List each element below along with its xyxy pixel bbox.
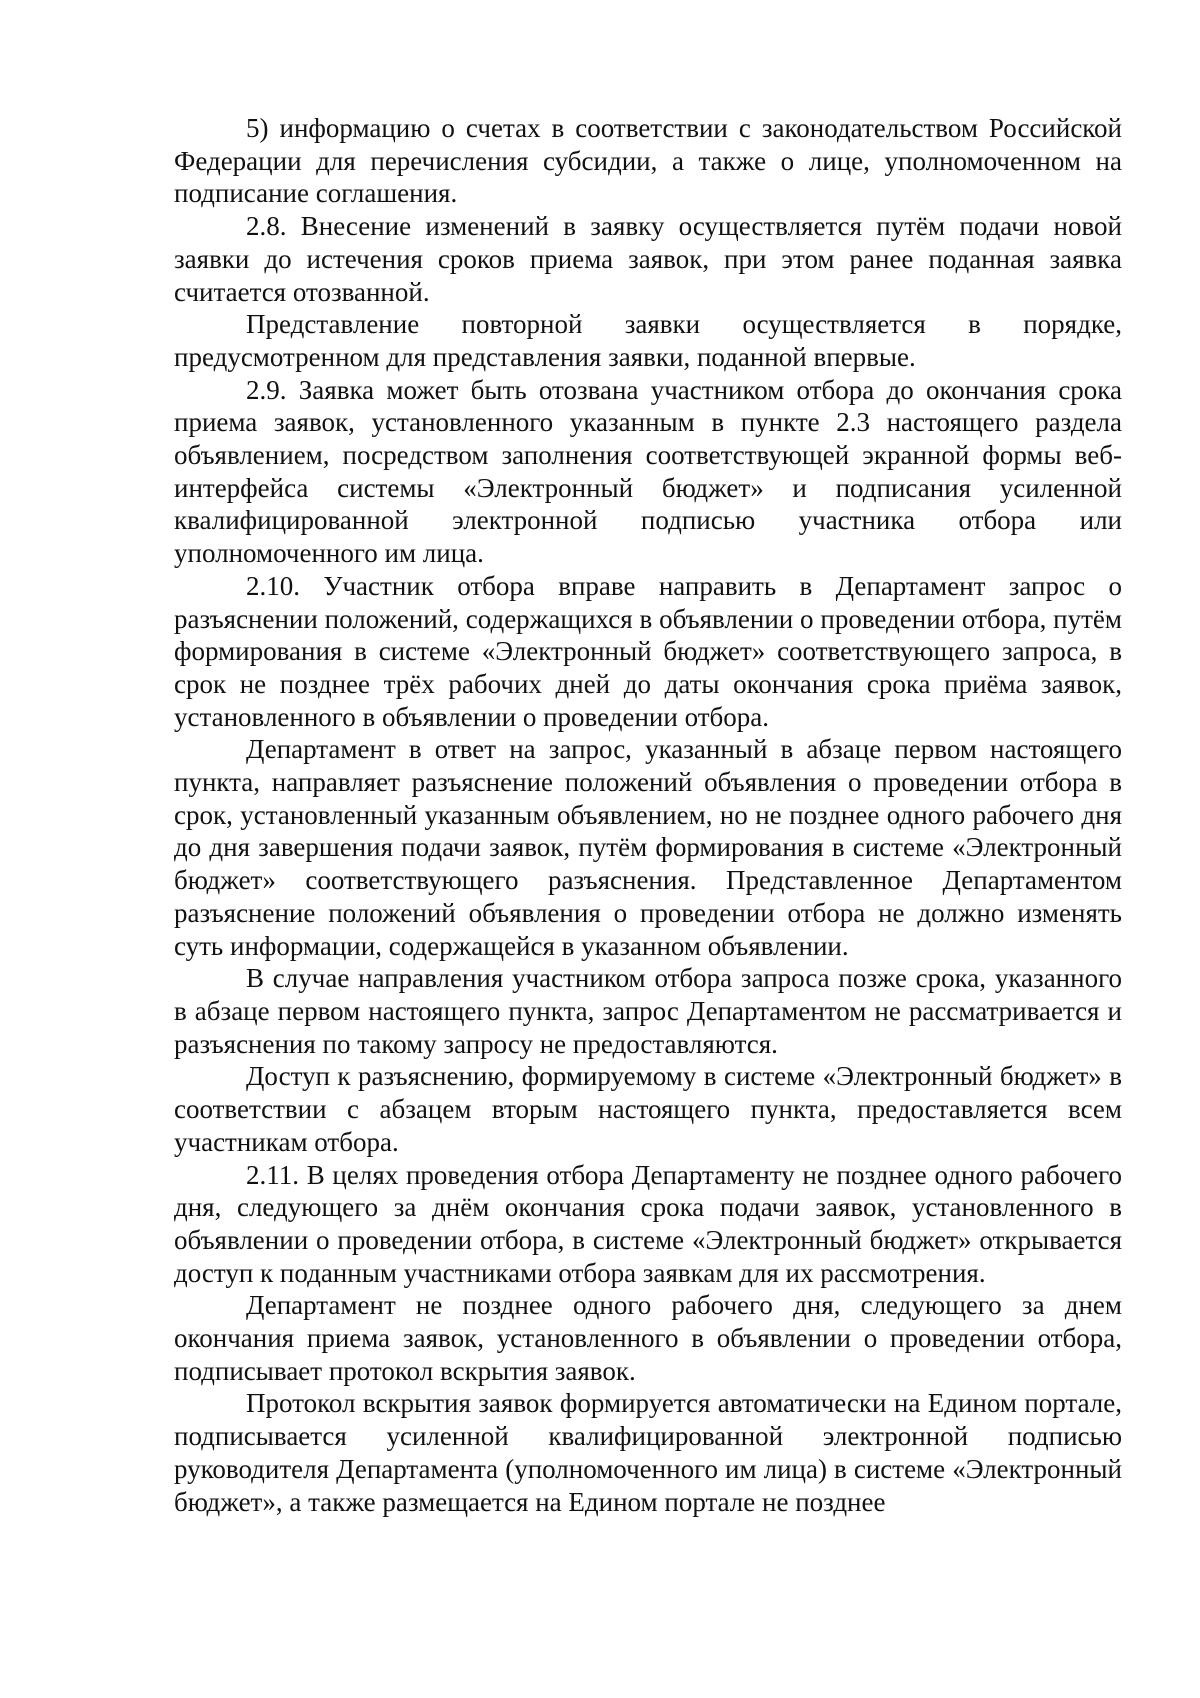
paragraph-2-10: 2.10. Участник отбора вправе направить в Департамент запрос о разъяснении положений, содержащихся в объявлении о проведении отбора, путём формирования в системе «Электронный бюджет» соответствующего запроса, в срок не позднее трёх рабочих дней до даты окончания срока приёма заявок, установленного в объявлении о проведении отбора. (174, 570, 1122, 732)
paragraph-late-request: В случае направления участником отбора запроса позже срока, указанного в абзаце первом настоящего пункта, запрос Департаментом не рассматривается и разъяснения по такому запросу не предоставляются. (174, 963, 1122, 1059)
paragraph-opening-protocol-signing: Департамент не позднее одного рабочего дня, следующего за днем окончания приема заявок, установленного в объявлении о проведении отбора, подписывает протокол вскрытия заявок. (174, 1290, 1122, 1386)
paragraph-2-9: 2.9. Заявка может быть отозвана участником отбора до окончания срока приема заявок, установленного указанным в пункте 2.3 настоящего раздела объявлением, посредством заполнения соответствующей экранной формы веб-интерфейса системы «Электронный бюджет» и подписания усиленной квалифицированной электронной подписью участника отбора или уполномоченного им лица. (174, 374, 1122, 569)
paragraph-department-response: Департамент в ответ на запрос, указанный в абзаце первом настоящего пункта, направляет разъяснение положений объявления о проведении отбора в срок, установленный указанным объявлением, но не позднее одного рабочего дня до дня завершения подачи заявок, путём формирования в системе «Электронный бюджет» соответствующего разъяснения. Представленное Департаментом разъяснение положений объявления о проведении отбора не должно изменять суть информации, содержащейся в указанном объявлении. (174, 734, 1122, 961)
paragraph-repeat-application: Представление повторной заявки осуществляется в порядке, предусмотренном для представления заявки, поданной впервые. (174, 309, 1122, 372)
paragraph-2-11: 2.11. В целях проведения отбора Департаменту не позднее одного рабочего дня, следующего за днём окончания срока подачи заявок, установленного в объявлении о проведении отбора, в системе «Электронный бюджет» открывается доступ к поданным участниками отбора заявкам для их рассмотрения. (174, 1159, 1122, 1288)
paragraph-2-8: 2.8. Внесение изменений в заявку осуществляется путём подачи новой заявки до истечения сроков приема заявок, при этом ранее поданная заявка считается отозванной. (174, 211, 1122, 307)
document-page (174, 112, 1122, 1518)
paragraph-access-clarification: Доступ к разъяснению, формируемому в системе «Электронный бюджет» в соответствии с абзацем вторым настоящего пункта, предоставляется всем участникам отбора. (174, 1061, 1122, 1157)
paragraph-opening-protocol-formation: Протокол вскрытия заявок формируется автоматически на Едином портале, подписывается усиленной квалифицированной электронной подписью руководителя Департамента (уполномоченного им лица) в системе «Электронный бюджет», а также размещается на Едином портале не позднее (174, 1388, 1122, 1517)
paragraph-item-5: 5) информацию о счетах в соответствии с законодательством Российской Федерации для перечисления субсидии, а также о лице, уполномоченном на подписание соглашения. (174, 113, 1122, 209)
